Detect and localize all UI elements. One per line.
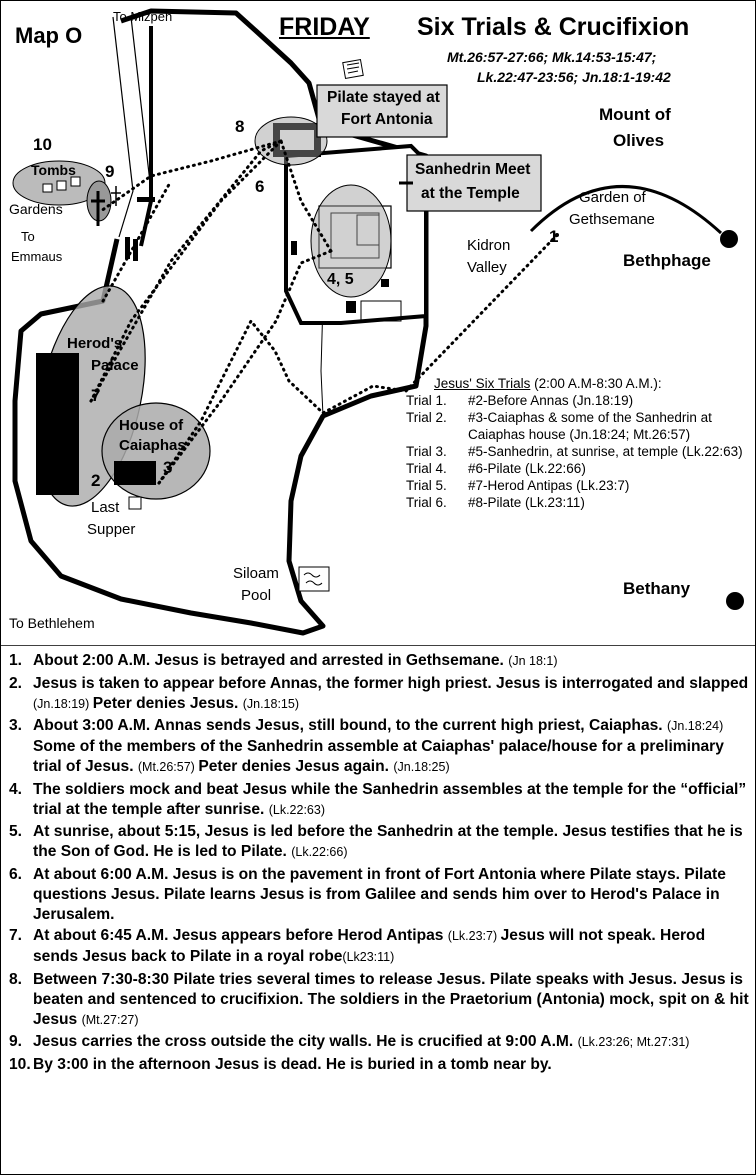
marker-4-5: 4, 5 [327,271,354,288]
map-panel [1,1,756,646]
scripture-reference: (Lk.22:63) [268,802,325,817]
label-herods-2: Palace [91,357,139,374]
event-item [9,674,749,715]
pilate-callout-2: Fort Antonia [341,111,433,128]
event-text: About 3:00 A.M. Annas sends Jesus, still bound, to the current high priest, Caiaphas. [33,717,667,735]
label-to-bethlehem: To Bethlehem [9,615,95,631]
label-siloam-2: Pool [241,587,272,604]
scripture-refs-line2: Lk.22:47-23:56; Jn.18:1-19:42 [477,69,671,85]
event-item [9,822,749,863]
marker-8: 8 [235,117,245,136]
scripture-reference: (Lk.22:66) [291,845,348,860]
label-kidron-1: Kidron [467,237,511,254]
marker-7: 7 [91,386,101,405]
trial-label: Trial 5. [406,478,447,493]
inner-wall [141,26,151,246]
pilate-callout-1: Pilate stayed at [327,89,440,106]
label-last-supper-1: Last [91,499,120,516]
scripture-reference: (Lk.23:26; Mt.27:31) [577,1035,690,1050]
trial-text: #3-Caiaphas & some of the Sanhedrin at Caiaphas house (Jn.18:24; Mt.26:57) [468,410,712,442]
marker-1: 1 [549,227,559,246]
event-number: 3. [9,717,23,735]
label-caiaphas-1: House of [119,417,184,434]
event-item [9,926,749,968]
page-title: Six Trials & Crucifixion [417,13,690,41]
trial-label: Trial 3. [406,444,447,459]
trials-heading-row [406,375,751,392]
label-kidron-2: Valley [467,259,507,276]
event-text: Some of the members of the Sanhedrin assemble at Caiaphas' palace/house for a preliminary trial of Jesus. [33,738,724,775]
scripture-reference: (Lk23:11) [342,950,395,965]
event-number: 9. [9,1033,23,1051]
label-caiaphas-2: Caiaphas [119,437,186,454]
event-number: 5. [9,823,23,841]
trial-row [406,392,751,409]
event-text: Between 7:30-8:30 Pilate tries several times to release Jesus. Pilate speaks with Jesus. Jesus is beaten and sentenced to crucifixion. The soldiers in the Praetorium (Antonia) mock, spit on & hit Jesus [33,970,749,1028]
event-text: The soldiers mock and beat Jesus while the Sanhedrin assembles at the temple for the “official” trial at the temple after sunrise. [33,780,747,818]
label-garden-2: Gethsemane [569,211,655,228]
event-text: At sunrise, about 5:15, Jesus is led before the Sanhedrin at the temple. Jesus testifies that he is the Son of God. He is led to Pilate. [33,823,743,861]
marker-10: 10 [33,135,52,154]
scripture-reference: (Mt.26:57) [137,759,199,774]
event-text: Peter denies Jesus again. [198,757,394,775]
scripture-reference: (Jn.18:19) [33,696,93,711]
marker-6: 6 [255,177,265,196]
event-text: Jesus will not speak. Herod sends Jesus back to Pilate in a royal robe [33,927,706,966]
label-bethphage: Bethphage [623,251,711,270]
trial-text: #2-Before Annas (Jn.18:19) [468,393,634,408]
event-text: Jesus carries the cross outside the city walls. He is crucified at 9:00 A.M. [33,1033,578,1051]
label-mount-of-olives-2: Olives [613,131,665,150]
sanhedrin-callout-2: at the Temple [421,185,520,202]
event-item [9,865,749,924]
trial-row [406,460,751,477]
road-mizpeh [113,17,151,237]
caiaphas-house [114,461,156,485]
six-trials-list [406,375,751,511]
trials-heading: Jesus' Six Trials [434,376,531,391]
scripture-refs-line1: Mt.26:57-27:66; Mk.14:53-15:47; [447,49,657,65]
trial-row [406,494,751,511]
trial-rows [406,392,751,511]
trial-text: #6-Pilate (Lk.22:66) [468,461,586,476]
antonia-highlight [255,117,327,165]
label-to-emmaus-2: Emmaus [11,249,63,264]
trial-row [406,443,751,460]
siloam-pool [299,567,329,591]
event-text: Peter denies Jesus. [92,694,243,712]
trials-heading-time: (2:00 A.M-8:30 A.M.): [530,376,662,391]
scripture-reference: (Jn.18:24) [666,719,724,734]
label-siloam-1: Siloam [233,565,279,582]
scripture-reference: (Lk.23:7) [447,929,501,944]
map-label: Map O [15,23,83,48]
event-number: 4. [9,780,23,798]
event-item [9,716,749,777]
label-mount-of-olives-1: Mount of [599,105,671,124]
trial-row [406,477,751,494]
event-text: At about 6:00 A.M. Jesus is on the pavement in front of Fort Antonia where Pilate stays. Pilate questions Jesus. Pilate learns Jesus is from Galilee and sends him over to Herod's Palace in Jerusalem. [33,865,726,923]
trial-label: Trial 1. [406,393,447,408]
event-number: 7. [9,927,23,945]
scripture-reference: (Jn 18:1) [508,654,558,668]
label-last-supper-2: Supper [87,521,136,538]
trial-row [406,409,751,443]
event-text: About 2:00 A.M. Jesus is betrayed and arrested in Gethsemane. [33,652,509,669]
label-tombs: Tombs [31,162,76,178]
event-item [9,1055,749,1075]
bethany-dot [726,592,744,610]
trial-label: Trial 6. [406,495,447,510]
trial-text: #5-Sanhedrin, at sunrise, at temple (Lk.22:63) [468,444,743,459]
marker-2: 2 [91,471,101,490]
event-number: 6. [9,865,23,883]
trial-label: Trial 4. [406,461,447,476]
event-text: At about 6:45 A.M. Jesus appears before Herod Antipas [33,927,448,945]
label-herods-1: Herod's [67,335,123,352]
event-text: By 3:00 in the afternoon Jesus is dead. He is buried in a tomb near by. [33,1056,552,1074]
event-item [9,651,749,672]
bethphage-dot [720,230,738,248]
last-supper-site [129,497,141,509]
marker-3: 3 [163,458,173,477]
event-item [9,780,749,821]
event-number: 8. [9,970,23,988]
scripture-reference: (Mt.27:27) [81,1012,139,1027]
event-number: 2. [9,674,23,692]
marker-9: 9 [105,162,115,181]
herods-palace-building [36,353,79,495]
label-gardens: Gardens [9,201,63,217]
event-number: 1. [9,652,23,669]
event-item [9,1032,749,1053]
event-text: Jesus is taken to appear before Annas, the former high priest. Jesus is interrogated and slapped [33,674,749,692]
scripture-reference: (Jn.18:15) [242,696,299,711]
trial-text: #7-Herod Antipas (Lk.23:7) [468,478,630,493]
sanhedrin-callout-1: Sanhedrin Meet [415,161,531,178]
event-item [9,970,749,1030]
event-number: 10. [9,1056,31,1074]
label-bethany: Bethany [623,579,691,598]
scripture-reference: (Jn.18:25) [393,759,450,774]
events-list [9,651,749,1077]
label-to-mizpeh: To Mizpeh [113,9,173,24]
label-garden-1: Garden of [579,189,646,206]
trial-label: Trial 2. [406,410,447,425]
day-title: FRIDAY [279,13,370,41]
trial-text: #8-Pilate (Lk.23:11) [468,495,585,510]
label-to-emmaus-1: To [21,229,35,244]
